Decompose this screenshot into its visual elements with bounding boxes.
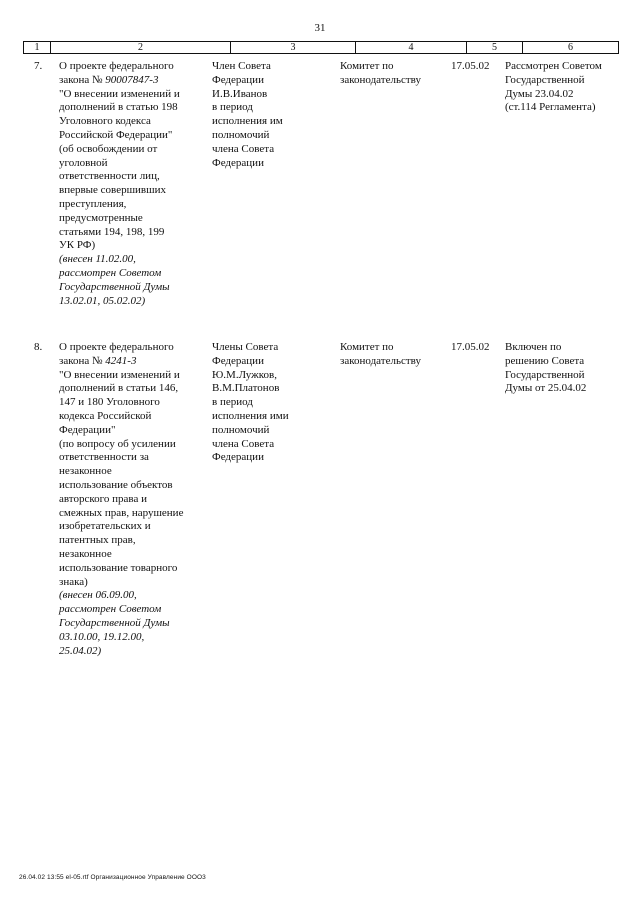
note — [505, 60, 602, 115]
document-footer: 26.04.02 13:55 el-05.rtf Организационное Управление ООО3 — [19, 874, 206, 881]
note-line: Государственной — [505, 368, 585, 381]
author-line: Члены Совета — [212, 341, 279, 353]
bill-subject-line: Российской Федерации" — [59, 128, 173, 141]
bill-subject-line: дополнений в статьи 146, — [59, 382, 179, 395]
header-col-3: 3 — [231, 42, 356, 53]
bill-description — [59, 341, 183, 658]
bill-history-line: 25.04.02) — [59, 644, 102, 657]
bill-title: О проекте федерального — [59, 60, 174, 72]
bill-subject-line: предусмотренные — [59, 211, 143, 224]
bill-history-line: Государственной Думы — [59, 616, 170, 629]
note-line: решению Совета — [505, 354, 585, 367]
bill-law-line — [59, 74, 180, 88]
bill-subject-line: незаконное — [59, 547, 112, 560]
bill-author — [212, 60, 283, 170]
bill-subject-line: авторского права и — [59, 492, 147, 505]
author-line: члена Совета — [212, 142, 275, 155]
bill-subject-line: 147 и 180 Уголовного — [59, 396, 160, 409]
author-line: Ю.М.Лужков, — [212, 368, 277, 381]
bill-subject-line: (об освобождении от — [59, 142, 158, 155]
author-line: И.В.Иванов — [212, 87, 268, 100]
author-line: полномочий — [212, 423, 270, 436]
header-col-1: 1 — [24, 42, 51, 53]
bill-subject-line: изобретательских и — [59, 520, 151, 533]
law-prefix: закона № — [59, 354, 106, 367]
note-line: Государственной — [505, 73, 585, 86]
committee-line: Комитет по — [340, 60, 394, 72]
bill-subject-line: ответственности лиц, — [59, 170, 160, 183]
header-col-4: 4 — [356, 42, 467, 53]
bill-subject-line: использование объектов — [59, 478, 173, 491]
author-line: в период — [212, 396, 253, 409]
bill-title: О проекте федерального — [59, 341, 174, 353]
note-line: Рассмотрен Советом — [505, 60, 602, 72]
author-line: Федерации — [212, 156, 264, 169]
author-line: исполнения им — [212, 115, 283, 128]
bill-subject-line: дополнений в статью 198 — [59, 101, 178, 114]
committee-line: законодательству — [340, 354, 421, 367]
bill-subject-line: использование товарного — [59, 561, 178, 574]
note-line: Думы от 25.04.02 — [505, 382, 587, 395]
bill-subject-line: "О внесении изменений и — [59, 368, 180, 381]
bill-subject-line: впервые совершивших — [59, 184, 166, 197]
bill-subject-line: преступления, — [59, 197, 127, 210]
row-number: 8. — [34, 341, 43, 353]
bill-subject-line: статьями 194, 198, 199 — [59, 225, 165, 238]
committee-line: законодательству — [340, 73, 421, 86]
note-line: Думы 23.04.02 — [505, 87, 574, 100]
date: 17.05.02 — [451, 60, 490, 72]
author-line: члена Совета — [212, 437, 275, 450]
author-line: Федерации — [212, 73, 264, 86]
author-line: полномочий — [212, 128, 270, 141]
bill-subject-line: кодекса Российской — [59, 409, 152, 422]
bill-history-line: (внесен 06.09.00, — [59, 589, 137, 602]
page-number: 31 — [314, 22, 326, 34]
bill-subject-line: (по вопросу об усилении — [59, 437, 176, 450]
author-line: Федерации — [212, 354, 264, 367]
note-line: Включен по — [505, 341, 562, 353]
header-col-5: 5 — [467, 42, 523, 53]
law-number: 90007847-3 — [105, 73, 159, 86]
bill-author — [212, 341, 289, 465]
bill-history-line: рассмотрен Советом — [59, 266, 162, 279]
bill-subject-line: Уголовного кодекса — [59, 115, 151, 128]
bill-subject-line: Федерации" — [59, 423, 116, 436]
bill-subject-line: УК РФ) — [59, 239, 96, 252]
bill-subject-line: "О внесении изменений и — [59, 87, 180, 100]
responsible-committee — [340, 60, 421, 88]
bill-subject-line: знака) — [59, 575, 88, 588]
date: 17.05.02 — [451, 341, 490, 353]
note — [505, 341, 586, 396]
author-line: исполнения ими — [212, 409, 289, 422]
bill-history-line: 03.10.00, 19.12.00, — [59, 630, 145, 643]
law-number: 4241-3 — [105, 354, 137, 367]
note-line: (ст.114 Регламента) — [505, 101, 596, 114]
row-number: 7. — [34, 60, 43, 72]
author-line: Федерации — [212, 451, 264, 464]
bill-subject-line: уголовной — [59, 156, 108, 169]
bill-subject-line: незаконное — [59, 465, 112, 478]
author-line: В.М.Платонов — [212, 382, 280, 395]
bill-law-line — [59, 355, 183, 369]
author-line: в период — [212, 101, 253, 114]
header-col-6: 6 — [568, 42, 573, 53]
author-line: Член Совета — [212, 60, 271, 72]
responsible-committee — [340, 341, 421, 369]
header-col-2: 2 — [51, 42, 231, 53]
bill-history-line: (внесен 11.02.00, — [59, 253, 136, 266]
bill-history-line: 13.02.01, 05.02.02) — [59, 294, 146, 307]
table-header — [23, 41, 619, 54]
bill-subject-line: патентных прав, — [59, 534, 136, 547]
bill-history-line: рассмотрен Советом — [59, 603, 162, 616]
bill-history-line: Государственной Думы — [59, 280, 170, 293]
bill-subject-line: смежных прав, нарушение — [59, 506, 184, 519]
committee-line: Комитет по — [340, 341, 394, 353]
bill-subject-line: ответственности за — [59, 451, 149, 464]
bill-description — [59, 60, 180, 308]
law-prefix: закона № — [59, 73, 106, 86]
